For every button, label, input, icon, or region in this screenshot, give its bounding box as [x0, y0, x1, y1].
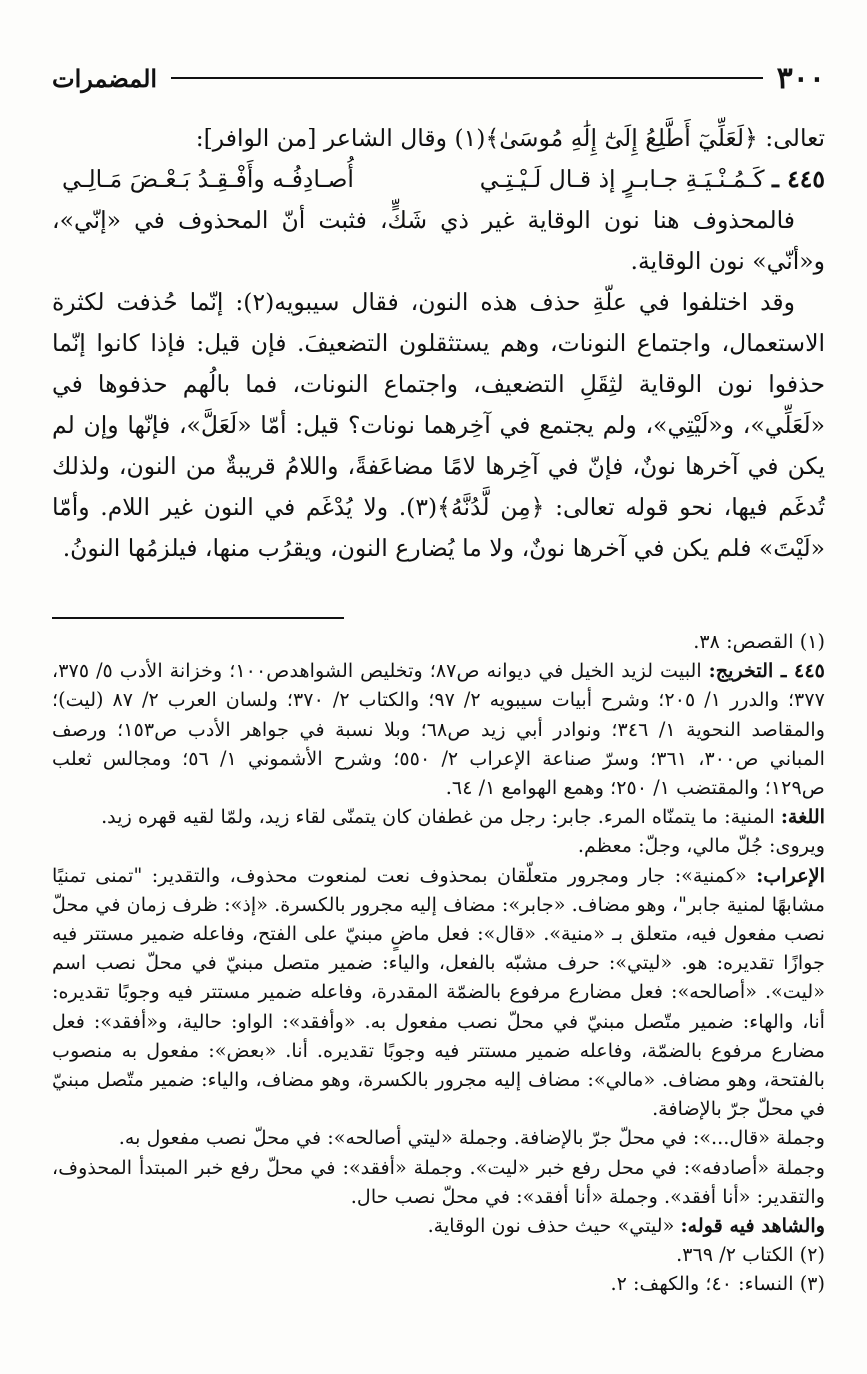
footnote-2: (٢) الكتاب ٢/ ٣٦٩. — [676, 1243, 825, 1267]
footnote-separator-wrap — [52, 569, 825, 627]
verse-first-hemistich: كَـمُـنْـيَـةِ جـابـرٍ إذ قـال لَـيْـتِـي — [479, 165, 765, 193]
verse-number: ٤٤٥ ـ — [772, 165, 825, 193]
irab-label: الإعراب: — [756, 863, 825, 887]
page-number: ٣٠٠ — [776, 60, 825, 96]
footnote-separator — [52, 617, 344, 619]
paragraph-2: وقد اختلفوا في علّةِ حذف هذه النون، فقال سيبويه(٢): إنّما حُذفت لكثرة الاستعمال، واجتماع النونات، وهم يستثقلون التضعيفَ. فإن قيل: فإذا كانوا إنّما حذفوا نون الوقاية لثِقَلِ التضعيف، واجتماع النونات، فما بالُهم حذفوها في «لَعَلِّي»، و«لَيْتِي»، ولم يجتمع في آخِرهما نونات؟ قيل: أمّا «لَعَلَّ»، فإنّها وإن لم يكن في آخرها نونٌ، فإنّ في آخِرها لامًا مضاعَفةً، واللامُ قريبةٌ من النون، ولذلك تُدغَم فيها، نحو قوله تعالى: ﴿مِن لَّدُنَّهُ﴾(٣). ولا يُدْغَم في النون غير اللام. وأمّا «لَيْتَ» فلم يكن في آخرها نونٌ، ولا ما يُضارع النون، ويقرُب منها، فيلزمُها النونُ. — [52, 288, 826, 562]
footnote-1: (١) القصص: ٣٨. — [693, 630, 825, 653]
intro-line: تعالى: ﴿لَعَلِّيٓ أَطَّلِعُ إِلَىٰٓ إِلَٰهِ مُوسَىٰ﴾(١) وقال الشاعر [من الوافر]: — [195, 124, 825, 152]
shahid-label: والشاهد فيه قوله: — [680, 1214, 825, 1238]
header-rule — [171, 77, 763, 79]
irab — [52, 861, 825, 1124]
takhrij-text: البيت لزيد الخيل في ديوانه ص٨٧؛ وتخليص الشواهدص١٠٠؛ وخزانة الأدب ٥/ ٣٧٥، ٣٧٧؛ والدرر ١/ ٢٠٥؛ وشرح أبيات سيبويه ٢/ ٩٧؛ والكتاب ٢/ ٣٧٠؛ ولسان العرب ٢/ ٨٧ (ليت)؛ والمقاصد النحوية ١/ ٣٤٦؛ ونوادر أبي زيد ص٦٨؛ وبلا نسبة في جواهر الأدب ص١٥٣؛ ورصف المباني ص٣٠٠، ٣٦١؛ وسرّ صناعة الإعراب ٢/ ٥٥٠؛ وشرح الأشموني ١/ ٥٦؛ ومجالس ثعلب ص١٢٩؛ والمقتضب ١/ ٢٥٠؛ وهمع الهوامع ١/ ٦٤. — [52, 659, 825, 800]
shahid — [52, 1211, 825, 1240]
yurwa: ويروى: جُلّ مالي، وجلّ: معظم. — [577, 834, 825, 858]
verse-second-hemistich: أُصـادِفُـه وأَفْـقِـدُ بَـعْـضَ مَـالِـي — [62, 165, 354, 193]
footnotes — [52, 627, 825, 1299]
page-header — [52, 58, 825, 98]
jumal-2: وجملة «أصادفه»: في محل رفع خبر «ليت». وجملة «أفقد»: في محلّ رفع خبر المبتدأ المحذوف، والتقدير: «أنا أفقد». وجملة «أنا أفقد»: في محلّ نصب حال. — [52, 1155, 825, 1208]
running-title: المضمرات — [52, 63, 158, 93]
lugha — [52, 802, 825, 831]
main-text — [52, 118, 825, 569]
footnote-3: (٣) النساء: ٤٠؛ والكهف: ٢. — [610, 1272, 825, 1296]
lugha-label: اللغة: — [780, 805, 825, 829]
takhrij-label: ٤٤٥ ـ التخريج: — [708, 659, 825, 683]
takhrij — [52, 656, 825, 802]
jumal-1: وجملة «قال...»: في محلّ جرّ بالإضافة. وجملة «ليتي أصالحه»: في محلّ نصب مفعول به. — [118, 1126, 825, 1150]
lugha-text: المنية: ما يتمنّاه المرء. جابر: رجل من غطفان كان يتمنّى لقاء زيد، ولمّا لقيه قهره زيد. — [101, 805, 775, 829]
paragraph-1: فالمحذوف هنا نون الوقاية غير ذي شَكٍّ، فثبت أنّ المحذوف في «إنّي»، و«أنّي» نون الوقاية. — [52, 206, 825, 275]
irab-text: «كمنية»: جار ومجرور متعلّقان بمحذوف نعت لمنعوت محذوف، والتقدير: "تمنى تمنيًا مشابهًا لمنية جابر"، وهو مضاف. «جابر»: مضاف إليه مجرور بالكسرة. «إذ»: ظرف زمان في محلّ نصب مفعول فيه، متعلق بـ «منية». «قال»: فعل ماضٍ مبنيّ على الفتح، وفاعله ضمير مستتر فيه جوازًا تقديره: هو. «ليتي»: حرف مشبّه بالفعل، والياء: ضمير متصل مبنيّ في محلّ نصب اسم «ليت». «أصالحه»: فعل مضارع مرفوع بالضمّة المقدرة، وفاعله ضمير مستتر فيه وجوبًا تقديره: أنا، والهاء: ضمير متّصل مبنيّ في محلّ نصب مفعول به. «وأفقد»: الواو: حالية، و«أفقد»: فعل مضارع مرفوع بالضمّة، وفاعله ضمير مستتر فيه وجوبًا تقديره. أنا. «بعض»: مفعول به منصوب بالفتحة، وهو مضاف. «مالي»: مضاف إليه مجرور بالكسرة، وهو مضاف، والياء: ضمير متّصل مبنيّ في محلّ جرّ بالإضافة. — [52, 863, 825, 1121]
shahid-text: «ليتي» حيث حذف نون الوقاية. — [427, 1214, 675, 1238]
verse-line — [52, 159, 825, 200]
